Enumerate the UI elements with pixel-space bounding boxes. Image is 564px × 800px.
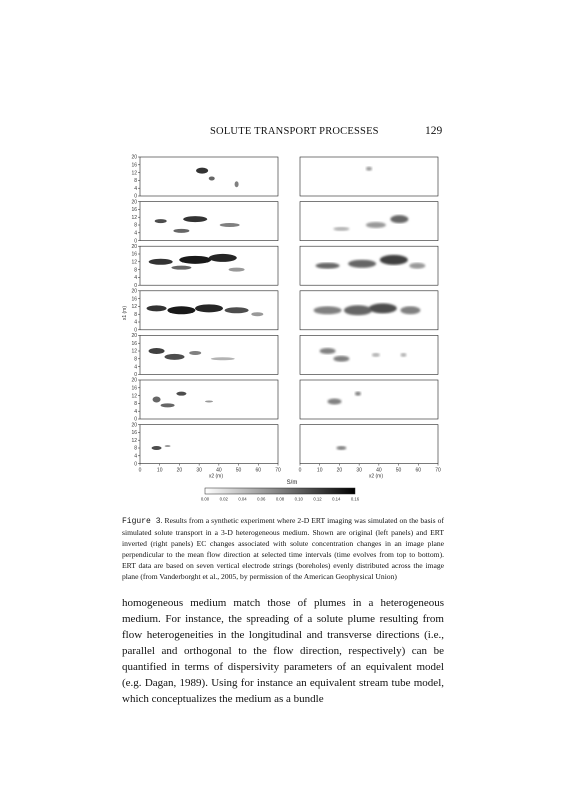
xtick-label-1-6: 60: [415, 467, 422, 474]
plume-blob-right-4-4: [400, 306, 420, 314]
plume-blob-left-4-3: [195, 304, 223, 312]
colorbar-tick-5: 0.10: [294, 496, 303, 502]
ytick-label-1-5: 20: [131, 154, 137, 161]
plume-blob-left-4-1: [147, 305, 167, 311]
ytick-label-6-3: 12: [131, 393, 137, 400]
ytick-label-4-3: 12: [131, 304, 137, 311]
ytick-label-5-0: 0: [134, 372, 137, 379]
plume-blob-left-1-1: [196, 168, 208, 174]
plume-blob-right-2-3: [390, 215, 408, 223]
plume-blob-left-2-2: [183, 216, 207, 222]
plume-blob-right-6-2: [355, 392, 361, 396]
colorbar-tick-6: 0.12: [313, 496, 322, 502]
ytick-label-7-3: 12: [131, 437, 137, 444]
plume-blob-left-5-3: [189, 351, 201, 355]
plume-blob-right-4-1: [314, 306, 342, 314]
figure-caption: [122, 515, 444, 582]
ytick-label-1-4: 16: [131, 162, 137, 169]
ytick-label-1-2: 8: [134, 178, 137, 185]
panel-left-5: [140, 335, 278, 374]
plume-blob-left-7-1: [152, 446, 162, 450]
ytick-label-7-1: 4: [134, 453, 137, 460]
xtick-label-0-3: 30: [196, 467, 202, 474]
page-number: 129: [425, 125, 443, 137]
xtick-label-1-1: 10: [316, 467, 323, 474]
plume-blob-right-3-1: [316, 263, 340, 269]
ytick-label-2-0: 0: [134, 238, 137, 245]
panel-left-6: [140, 380, 278, 419]
ylabel: x1 (m): [122, 306, 128, 321]
ytick-label-3-4: 16: [131, 251, 137, 258]
ytick-label-4-1: 4: [134, 319, 137, 326]
ytick-label-3-0: 0: [134, 282, 137, 289]
ytick-label-3-3: 12: [131, 259, 137, 266]
xtick-label-0-4: 40: [216, 467, 222, 474]
xtick-label-1-3: 30: [356, 467, 362, 474]
ytick-label-4-5: 20: [131, 288, 137, 295]
plume-blob-left-1-3: [235, 181, 239, 187]
panel-right-1: [300, 157, 438, 196]
plume-blob-left-5-1: [149, 348, 165, 354]
plume-blob-left-3-1: [149, 259, 173, 265]
plume-blob-right-2-1: [333, 227, 349, 231]
ytick-label-5-2: 8: [134, 356, 137, 363]
ytick-label-6-0: 0: [134, 416, 137, 423]
panel-right-5: [300, 335, 438, 374]
figure-label: Figure 3: [122, 517, 161, 526]
plume-blob-left-5-2: [165, 354, 185, 360]
plume-blob-left-4-2: [167, 306, 195, 314]
xtick-label-1-0: 0: [298, 467, 302, 474]
ytick-label-3-2: 8: [134, 267, 137, 274]
ytick-label-7-2: 8: [134, 445, 137, 452]
plume-blob-left-4-5: [251, 312, 263, 316]
xtick-label-0-6: 60: [255, 467, 262, 474]
plume-blob-right-5-4: [401, 353, 407, 357]
xtick-label-0-1: 10: [156, 467, 163, 474]
plume-blob-left-5-4: [211, 357, 235, 360]
xlabel-right: x2 (m): [368, 473, 383, 480]
xlabel-left: x2 (m): [208, 473, 223, 480]
plume-blob-left-3-4: [171, 266, 191, 270]
panel-right-7: [300, 425, 438, 464]
ytick-label-1-0: 0: [134, 193, 137, 200]
plume-blob-right-5-3: [372, 353, 380, 357]
ytick-label-1-3: 12: [131, 170, 137, 177]
colorbar-tick-3: 0.06: [257, 496, 266, 502]
colorbar-tick-2: 0.04: [238, 496, 247, 502]
ytick-label-5-1: 4: [134, 364, 137, 371]
xtick-label-1-2: 20: [336, 467, 343, 474]
ytick-label-4-4: 16: [131, 296, 137, 303]
xtick-label-1-7: 70: [435, 467, 441, 474]
colorbar-label: S/m: [286, 480, 298, 486]
plume-blob-right-4-3: [369, 303, 397, 313]
ytick-label-2-3: 12: [131, 214, 137, 221]
plume-blob-right-3-4: [409, 263, 425, 269]
plume-blob-left-6-1: [153, 397, 161, 403]
ytick-label-7-0: 0: [134, 461, 137, 468]
ytick-label-1-1: 4: [134, 185, 137, 192]
colorbar-tick-1: 0.02: [219, 496, 228, 502]
ytick-label-6-5: 20: [131, 377, 137, 384]
plume-blob-right-5-2: [333, 356, 349, 362]
panel-left-7: [140, 425, 278, 464]
panel-left-1: [140, 157, 278, 196]
ytick-label-5-5: 20: [131, 333, 137, 340]
plume-blob-right-3-2: [348, 260, 376, 268]
plume-blob-left-7-2: [165, 445, 171, 447]
panel-right-6: [300, 380, 438, 419]
body-paragraph: homogeneous medium match those of plumes in a heterogeneous medium. For instance, the spreading of a solute plume resulting from flow heterogeneities in the longitudinal and transverse directions (i.e., parallel and orthogonal to the flow direction, respectively) can be quantified in terms of dispersivity parameters of an equivalent model (e.g. Dagan, 1989). Using for instance an equivalent stream tube model, which conceptualizes the medium as a bundle: [122, 597, 444, 705]
xtick-label-0-0: 0: [138, 467, 142, 474]
plume-blob-left-2-4: [173, 229, 189, 233]
plume-blob-left-6-3: [161, 403, 175, 407]
ytick-label-3-5: 20: [131, 243, 137, 250]
ytick-label-6-4: 16: [131, 385, 137, 392]
plume-blob-left-3-2: [179, 256, 211, 264]
plume-blob-right-5-1: [320, 348, 336, 354]
ytick-label-2-2: 8: [134, 222, 137, 229]
plume-blob-right-2-2: [366, 222, 386, 228]
xtick-label-0-2: 20: [176, 467, 183, 474]
panel-right-2: [300, 202, 438, 241]
plume-blob-left-6-2: [176, 392, 186, 396]
ytick-label-6-2: 8: [134, 401, 137, 408]
xtick-label-1-4: 40: [376, 467, 382, 474]
ytick-label-3-1: 4: [134, 275, 137, 282]
ytick-label-4-2: 8: [134, 311, 137, 318]
plume-blob-right-4-2: [344, 305, 372, 315]
plume-blob-right-1-1: [366, 167, 372, 171]
colorbar-tick-8: 0.16: [350, 496, 360, 502]
panel-left-3: [140, 246, 278, 285]
colorbar: [205, 488, 355, 494]
plume-blob-left-3-3: [209, 254, 237, 262]
plume-blob-right-3-3: [380, 255, 408, 265]
colorbar-tick-7: 0.14: [332, 496, 341, 502]
ytick-label-4-0: 0: [134, 327, 137, 334]
plume-blob-left-3-5: [229, 268, 245, 272]
plume-blob-left-4-4: [225, 307, 249, 313]
plume-blob-left-2-1: [155, 219, 167, 223]
plume-blob-left-2-3: [220, 223, 240, 227]
ytick-label-7-4: 16: [131, 430, 137, 437]
colorbar-tick-4: 0.08: [275, 496, 285, 502]
plume-blob-left-1-2: [209, 176, 215, 180]
xtick-label-1-5: 50: [395, 467, 402, 474]
plume-blob-right-6-1: [328, 398, 342, 404]
colorbar-tick-0: 0.00: [200, 496, 210, 502]
ytick-label-6-1: 4: [134, 408, 137, 415]
xtick-label-0-7: 70: [275, 467, 281, 474]
caption-text: . Results from a synthetic experiment where 2-D ERT imaging was simulated on the basis of simulated solute transport in a 3-D heterogeneous medium. Shown are original (left panels) and ERT inverted (right panels) EC changes associated with solute concentration changes in an image plane perpendicular to the mean flow direction at selected time intervals (time evolves from top to bottom). ERT data are based on seven vertical electrode strings (boreholes) evenly distributed across the image plane (from Vanderborght et al., 2005, by permission of the American Geophysical Union): [122, 516, 444, 581]
plume-blob-left-6-4: [205, 400, 213, 402]
ytick-label-2-1: 4: [134, 230, 137, 237]
ytick-label-2-5: 20: [131, 199, 137, 206]
ytick-label-7-5: 20: [131, 422, 137, 429]
ytick-label-2-4: 16: [131, 207, 137, 214]
ytick-label-5-3: 12: [131, 348, 137, 355]
plume-blob-right-7-1: [336, 446, 346, 450]
ytick-label-5-4: 16: [131, 340, 137, 347]
running-head: SOLUTE TRANSPORT PROCESSES: [210, 126, 379, 137]
xtick-label-0-5: 50: [235, 467, 242, 474]
